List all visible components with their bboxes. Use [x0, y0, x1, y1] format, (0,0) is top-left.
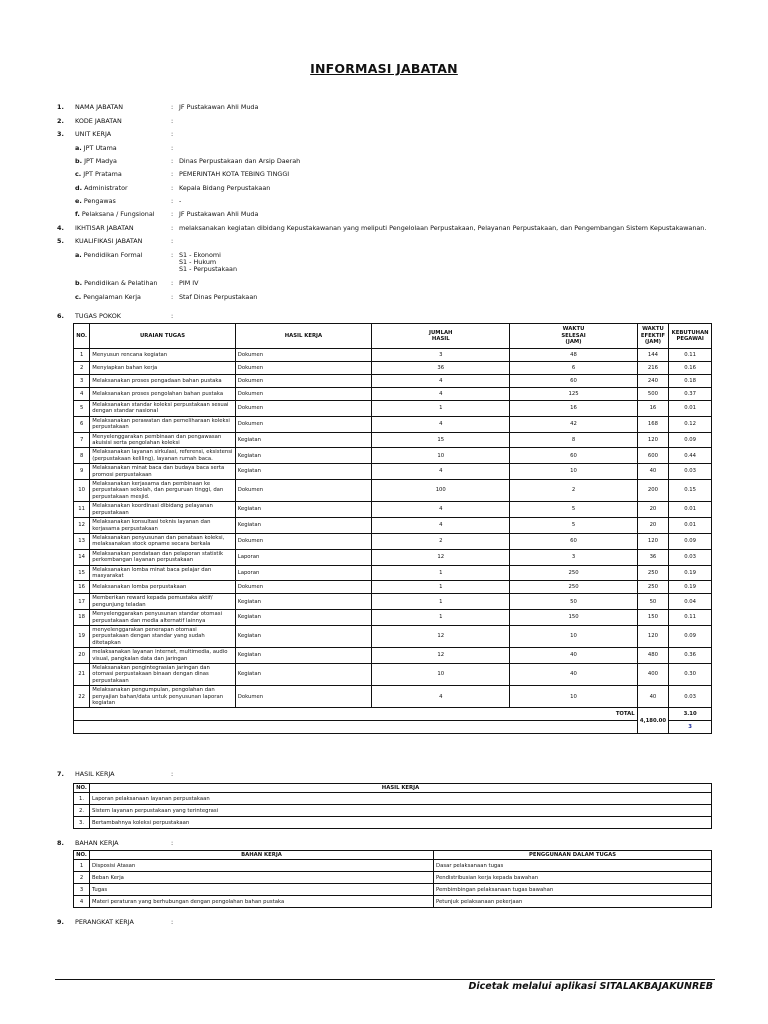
cell-kebutuhan: 0.09: [669, 625, 712, 647]
cell-uraian: Melaksanakan lomba perpustakaan: [90, 581, 235, 594]
header-bahan: BAHAN KERJA: [90, 851, 434, 860]
colon: :: [171, 279, 174, 287]
tugas-rows: [74, 349, 712, 708]
field-label: PERANGKAT KERJA: [75, 918, 134, 926]
cell-hasil: Kegiatan: [235, 610, 371, 626]
cell-no: 19: [74, 625, 90, 647]
field-label: KODE JABATAN: [75, 117, 122, 125]
cell-hasil: Kegiatan: [235, 448, 371, 464]
cell-uraian: Melaksanakan perawatan dan pemeliharaan koleksi perpustakaan: [90, 416, 235, 432]
cell-hasil: Dokumen: [235, 686, 371, 708]
cell-jumlah: 100: [372, 480, 510, 502]
cell-no: 15: [74, 565, 90, 581]
table-row: [74, 648, 712, 664]
header-no: NO.: [74, 324, 90, 349]
field-value: PEMERINTAH KOTA TEBING TINGGI: [179, 170, 290, 178]
page-title: INFORMASI JABATAN: [310, 61, 458, 76]
field-prefix: e.: [75, 197, 82, 205]
tugas-pokok-table: [73, 323, 712, 734]
header-hasil: HASIL KERJA: [235, 324, 371, 349]
table-row: [74, 362, 712, 375]
table-row: [74, 448, 712, 464]
table-row: [74, 464, 712, 480]
field-label: Pelaksana / Fungsional: [81, 210, 155, 218]
colon: :: [171, 157, 174, 165]
cell-no: 18: [74, 610, 90, 626]
field-number: 2.: [57, 117, 64, 125]
cell-waktu: 60: [510, 533, 637, 549]
cell-no: 1: [74, 860, 90, 872]
cell-no: 2: [74, 362, 90, 375]
table-row: [74, 594, 712, 610]
field-value: Staf Dinas Perpustakaan: [179, 293, 258, 301]
cell-waktu: 16: [510, 401, 637, 417]
header-penggunaan: PENGGUNAAN DALAM TUGAS: [434, 851, 712, 860]
table-row: [74, 860, 712, 872]
cell-waktu: 5: [510, 502, 637, 518]
field-label: UNIT KERJA: [75, 130, 112, 138]
header-jumlah: JUMLAH HASIL: [372, 324, 510, 349]
cell-kebutuhan: 0.15: [669, 480, 712, 502]
cell-kebutuhan: 0.44: [669, 448, 712, 464]
cell-hasil: Dokumen: [235, 401, 371, 417]
cell-penggunaan: Pembimbingan pelaksanaan tugas bawahan: [434, 884, 712, 896]
cell-jumlah: 12: [372, 625, 510, 647]
table-row: [74, 817, 712, 829]
cell-jumlah: 2: [372, 533, 510, 549]
cell-efektif: 40: [637, 464, 669, 480]
table-row: [74, 625, 712, 647]
cell-uraian: Memberikan reward kepada pemustaka aktif/ pengunjung teladan: [90, 594, 235, 610]
cell-hasil: Dokumen: [235, 388, 371, 401]
field-value: S1 - Ekonomi: [179, 251, 221, 259]
field-label: Pengalaman Kerja: [83, 293, 141, 301]
colon: :: [171, 184, 174, 192]
cell-efektif: 250: [637, 581, 669, 594]
cell-hasil: Laporan pelaksanaan layanan perpustakaan: [90, 793, 712, 805]
cell-uraian: melaksanakan layanan internet, multimedia, audio visual, pangkalan data dan jaringan: [90, 648, 235, 664]
field-prefix: d.: [75, 184, 83, 192]
field-value: Dinas Perpustakaan dan Arsip Daerah: [179, 157, 301, 165]
cell-efektif: 20: [637, 518, 669, 534]
cell-uraian: Melaksanakan koordinasi dibidang pelayanan perpustakaan: [90, 502, 235, 518]
cell-penggunaan: Dasar pelaksanaan tugas: [434, 860, 712, 872]
cell-no: 13: [74, 533, 90, 549]
cell-kebutuhan: 0.01: [669, 502, 712, 518]
table-row: [74, 416, 712, 432]
hasil-rows: [74, 793, 712, 829]
cell-kebutuhan: 0.30: [669, 664, 712, 686]
cell-hasil: Dokumen: [235, 416, 371, 432]
cell-jumlah: 1: [372, 594, 510, 610]
cell-no: 7: [74, 432, 90, 448]
footer-divider: [55, 979, 715, 980]
cell-uraian: Melaksanakan proses pengolahan bahan pustaka: [90, 388, 235, 401]
cell-kebutuhan: 0.11: [669, 610, 712, 626]
cell-hasil: Laporan: [235, 565, 371, 581]
field-value: PIM IV: [179, 279, 199, 287]
cell-hasil: Dokumen: [235, 533, 371, 549]
field-prefix: c.: [75, 170, 82, 178]
colon: :: [171, 770, 174, 778]
field-value: JF Pustakawan Ahli Muda: [179, 103, 259, 111]
field-label: IKHTISAR JABATAN: [75, 224, 134, 232]
table-row: [74, 549, 712, 565]
field-prefix: c.: [75, 293, 82, 301]
table-row: [74, 793, 712, 805]
cell-kebutuhan: 0.03: [669, 686, 712, 708]
cell-waktu: 2: [510, 480, 637, 502]
cell-waktu: 250: [510, 581, 637, 594]
cell-kebutuhan: 0.09: [669, 533, 712, 549]
header-no: NO.: [74, 784, 90, 793]
colon: :: [171, 839, 174, 847]
table-row: [74, 518, 712, 534]
cell-no: 11: [74, 502, 90, 518]
total-pembulatan: 3: [669, 721, 712, 734]
field-number: 5.: [57, 237, 64, 245]
colon: :: [171, 210, 174, 218]
cell-hasil: Dokumen: [235, 362, 371, 375]
header-kebutuhan: KEBUTUHAN PEGAWAI: [669, 324, 712, 349]
cell-waktu: 40: [510, 648, 637, 664]
total-label: TOTAL: [74, 708, 638, 721]
total-kebutuhan: 3.10: [669, 708, 712, 721]
hasil-kerja-table: [73, 783, 712, 829]
cell-jumlah: 10: [372, 664, 510, 686]
cell-no: 20: [74, 648, 90, 664]
field-prefix: b.: [75, 157, 83, 165]
colon: :: [171, 144, 174, 152]
cell-uraian: Melaksanakan kerjasama dan pembinaan ke perpustakaan sekolah, dan perguruan tinggi, dan perpustakaan mesjid.: [90, 480, 235, 502]
cell-no: 16: [74, 581, 90, 594]
cell-uraian: Melaksanakan standar koleksi perpustakaan sesuai dengan standar nasional: [90, 401, 235, 417]
table-row: [74, 388, 712, 401]
cell-kebutuhan: 0.18: [669, 375, 712, 388]
cell-kebutuhan: 0.03: [669, 464, 712, 480]
cell-jumlah: 1: [372, 581, 510, 594]
header-efektif: WAKTU EFEKTIF (JAM): [637, 324, 669, 349]
cell-waktu: 42: [510, 416, 637, 432]
cell-kebutuhan: 0.11: [669, 349, 712, 362]
cell-waktu: 8: [510, 432, 637, 448]
cell-hasil: Bertambahnya koleksi perpustakaan: [90, 817, 712, 829]
cell-jumlah: 4: [372, 375, 510, 388]
cell-no: 3: [74, 375, 90, 388]
field-prefix: a.: [75, 144, 82, 152]
cell-jumlah: 12: [372, 549, 510, 565]
field-value: JF Pustakawan Ahli Muda: [179, 210, 259, 218]
cell-waktu: 3: [510, 549, 637, 565]
cell-uraian: Menyelenggarakan penyusunan standar otomasi perpustakaan dan media alternatif lainnya: [90, 610, 235, 626]
colon: :: [171, 170, 174, 178]
header-no: NO.: [74, 851, 90, 860]
table-row: [74, 884, 712, 896]
cell-waktu: 48: [510, 349, 637, 362]
cell-penggunaan: Pendistribusian kerja kepada bawahan: [434, 872, 712, 884]
cell-no: 17: [74, 594, 90, 610]
colon: :: [171, 312, 174, 320]
cell-jumlah: 15: [372, 432, 510, 448]
colon: :: [171, 918, 174, 926]
cell-efektif: 144: [637, 349, 669, 362]
cell-uraian: Melaksanakan layanan sirkulasi, referensi, eksistensi (perpustakaan keliling), layanan rumah baca.: [90, 448, 235, 464]
cell-no: 2.: [74, 805, 90, 817]
field-value: melaksanakan kegiatan dibidang Kepustakawanan yang meliputi Pengelolaan Perpustakaan, Pelayanan Perpustakaan, dan Pengembangan Sistem Kepustakawanan.: [179, 224, 707, 232]
cell-efektif: 216: [637, 362, 669, 375]
cell-no: 3.: [74, 817, 90, 829]
field-value: S1 - Perpustakaan: [179, 265, 238, 273]
cell-uraian: Melaksanakan lomba minat baca pelajar dan masyarakat: [90, 565, 235, 581]
colon: :: [171, 197, 174, 205]
colon: :: [171, 224, 174, 232]
cell-kebutuhan: 0.01: [669, 518, 712, 534]
cell-no: 12: [74, 518, 90, 534]
field-label: BAHAN KERJA: [75, 839, 119, 847]
field-prefix: b.: [75, 279, 83, 287]
cell-jumlah: 3: [372, 349, 510, 362]
field-label: Pengawas: [83, 197, 116, 205]
cell-uraian: Melaksanakan pengintegrasian jaringan dan otomasi perpustakaan binaan dengan dinas perpustakaan: [90, 664, 235, 686]
cell-hasil: Dokumen: [235, 349, 371, 362]
field-label: KUALIFIKASI JABATAN: [75, 237, 143, 245]
cell-efektif: 200: [637, 480, 669, 502]
cell-uraian: Melaksanakan penyusunan dan penataan koleksi, melaksanakan stock opname secara berkala: [90, 533, 235, 549]
cell-waktu: 150: [510, 610, 637, 626]
cell-uraian: Melaksanakan proses pengadaan bahan pustaka: [90, 375, 235, 388]
cell-hasil: Kegiatan: [235, 518, 371, 534]
cell-hasil: Dokumen: [235, 581, 371, 594]
cell-no: 21: [74, 664, 90, 686]
field-value: S1 - Hukum: [179, 258, 217, 266]
cell-uraian: Menyiapkan bahan kerja: [90, 362, 235, 375]
cell-kebutuhan: 0.09: [669, 432, 712, 448]
cell-kebutuhan: 0.37: [669, 388, 712, 401]
cell-waktu: 10: [510, 464, 637, 480]
table-row: [74, 610, 712, 626]
cell-jumlah: 12: [372, 648, 510, 664]
cell-efektif: 36: [637, 549, 669, 565]
cell-efektif: 20: [637, 502, 669, 518]
cell-hasil: Laporan: [235, 549, 371, 565]
cell-hasil: Kegiatan: [235, 502, 371, 518]
cell-efektif: 50: [637, 594, 669, 610]
cell-jumlah: 4: [372, 464, 510, 480]
cell-bahan: Disposisi Atasan: [90, 860, 434, 872]
table-row: [74, 872, 712, 884]
table-row: [74, 375, 712, 388]
cell-efektif: 150: [637, 610, 669, 626]
cell-no: 9: [74, 464, 90, 480]
cell-efektif: 250: [637, 565, 669, 581]
field-label: JPT Madya: [84, 157, 117, 165]
cell-kebutuhan: 0.03: [669, 549, 712, 565]
colon: :: [171, 130, 174, 138]
cell-waktu: 5: [510, 518, 637, 534]
cell-kebutuhan: 0.01: [669, 401, 712, 417]
cell-waktu: 40: [510, 664, 637, 686]
cell-efektif: 240: [637, 375, 669, 388]
field-label: JPT Pratama: [83, 170, 122, 178]
cell-jumlah: 4: [372, 416, 510, 432]
cell-no: 22: [74, 686, 90, 708]
table-row: [74, 502, 712, 518]
cell-bahan: Tugas: [90, 884, 434, 896]
cell-efektif: 480: [637, 648, 669, 664]
cell-hasil: Dokumen: [235, 480, 371, 502]
table-row: [74, 480, 712, 502]
cell-no: 2: [74, 872, 90, 884]
header-waktu: WAKTU SELESAI (JAM): [510, 324, 637, 349]
field-number: 1.: [57, 103, 64, 111]
table-row: [74, 565, 712, 581]
cell-waktu: 10: [510, 686, 637, 708]
table-row: [74, 686, 712, 708]
bahan-kerja-table: [73, 850, 712, 908]
field-label: NAMA JABATAN: [75, 103, 124, 111]
cell-no: 5: [74, 401, 90, 417]
cell-jumlah: 10: [372, 448, 510, 464]
cell-jumlah: 1: [372, 565, 510, 581]
field-label: JPT Utama: [83, 144, 117, 152]
table-row: [74, 896, 712, 908]
cell-no: 4: [74, 896, 90, 908]
field-label: TUGAS POKOK: [75, 312, 121, 320]
header-uraian: URAIAN TUGAS: [90, 324, 235, 349]
cell-bahan: Beban Kerja: [90, 872, 434, 884]
table-row: [74, 805, 712, 817]
colon: :: [171, 103, 174, 111]
field-value: Kepala Bidang Perpustakaan: [179, 184, 271, 192]
field-number: 7.: [57, 770, 64, 778]
cell-uraian: Menyelenggarakan pembinaan dan pengawasan akuisisi serta pengolahan koleksi: [90, 432, 235, 448]
table-row: [74, 401, 712, 417]
cell-hasil: Sistem layanan perpustakaan yang terintegrasi: [90, 805, 712, 817]
cell-kebutuhan: 0.19: [669, 581, 712, 594]
cell-no: 3: [74, 884, 90, 896]
cell-penggunaan: Petunjuk pelaksanaan pekerjaan: [434, 896, 712, 908]
table-row: [74, 533, 712, 549]
field-prefix: a.: [75, 251, 82, 259]
cell-jumlah: 1: [372, 610, 510, 626]
cell-jumlah: 4: [372, 518, 510, 534]
field-prefix: f.: [75, 210, 80, 218]
cell-uraian: Melaksanakan pendataan dan pelaporan statistik perkembangan layanan perpustakaan: [90, 549, 235, 565]
field-number: 9.: [57, 918, 64, 926]
cell-kebutuhan: 0.04: [669, 594, 712, 610]
cell-efektif: 168: [637, 416, 669, 432]
cell-jumlah: 4: [372, 502, 510, 518]
cell-waktu: 60: [510, 448, 637, 464]
cell-uraian: Menyusun rencana kegiatan: [90, 349, 235, 362]
header-hasil: HASIL KERJA: [90, 784, 712, 793]
cell-kebutuhan: 0.19: [669, 565, 712, 581]
colon: :: [171, 117, 174, 125]
table-row: [74, 664, 712, 686]
cell-no: 1: [74, 349, 90, 362]
cell-uraian: Melaksanakan konsultasi teknis layanan dan kerjasama perpustakaan: [90, 518, 235, 534]
cell-no: 4: [74, 388, 90, 401]
cell-uraian: menyelenggarakan penerapan otomasi perpustakaan dengan standar yang sudah ditetapkan: [90, 625, 235, 647]
cell-waktu: 10: [510, 625, 637, 647]
cell-hasil: Kegiatan: [235, 464, 371, 480]
cell-jumlah: 4: [372, 686, 510, 708]
cell-efektif: 120: [637, 432, 669, 448]
table-row: [74, 581, 712, 594]
cell-no: 8: [74, 448, 90, 464]
cell-hasil: Kegiatan: [235, 432, 371, 448]
colon: :: [171, 251, 174, 259]
cell-efektif: 500: [637, 388, 669, 401]
cell-efektif: 16: [637, 401, 669, 417]
cell-kebutuhan: 0.16: [669, 362, 712, 375]
field-label: Administrator: [84, 184, 128, 192]
cell-kebutuhan: 0.12: [669, 416, 712, 432]
cell-no: 14: [74, 549, 90, 565]
total-efektif: 4,180.00: [637, 708, 669, 734]
cell-no: 10: [74, 480, 90, 502]
cell-uraian: Melaksanakan pengumpulan, pengolahan dan penyajian bahan/data untuk penyusunan laporan kegiatan: [90, 686, 235, 708]
bahan-rows: [74, 860, 712, 908]
cell-bahan: Materi peraturan yang berhubungan dengan pengolahan bahan pustaka: [90, 896, 434, 908]
cell-waktu: 60: [510, 375, 637, 388]
field-number: 6.: [57, 312, 64, 320]
cell-waktu: 6: [510, 362, 637, 375]
footer-printed-by: Dicetak melalui aplikasi SITALAKBAJAKUNREB: [468, 981, 713, 992]
field-label: HASIL KERJA: [75, 770, 115, 778]
cell-efektif: 400: [637, 664, 669, 686]
cell-efektif: 40: [637, 686, 669, 708]
cell-efektif: 120: [637, 533, 669, 549]
field-value: -: [179, 197, 182, 205]
field-number: 4.: [57, 224, 64, 232]
colon: :: [171, 293, 174, 301]
cell-efektif: 600: [637, 448, 669, 464]
field-number: 3.: [57, 130, 64, 138]
field-label: Pendidikan Formal: [83, 251, 143, 259]
cell-hasil: Kegiatan: [235, 648, 371, 664]
cell-kebutuhan: 0.36: [669, 648, 712, 664]
cell-jumlah: 1: [372, 401, 510, 417]
cell-hasil: Dokumen: [235, 375, 371, 388]
cell-efektif: 120: [637, 625, 669, 647]
cell-uraian: Melaksanakan minat baca dan budaya baca serta promosi perpustakaan: [90, 464, 235, 480]
cell-hasil: Kegiatan: [235, 664, 371, 686]
cell-waktu: 50: [510, 594, 637, 610]
cell-hasil: Kegiatan: [235, 594, 371, 610]
table-row: [74, 349, 712, 362]
cell-jumlah: 4: [372, 388, 510, 401]
cell-hasil: Kegiatan: [235, 625, 371, 647]
cell-waktu: 250: [510, 565, 637, 581]
table-row: [74, 432, 712, 448]
field-number: 8.: [57, 839, 64, 847]
cell-waktu: 125: [510, 388, 637, 401]
cell-no: 6: [74, 416, 90, 432]
field-label: Pendidikan & Pelatihan: [84, 279, 158, 287]
cell-no: 1.: [74, 793, 90, 805]
colon: :: [171, 237, 174, 245]
cell-jumlah: 36: [372, 362, 510, 375]
